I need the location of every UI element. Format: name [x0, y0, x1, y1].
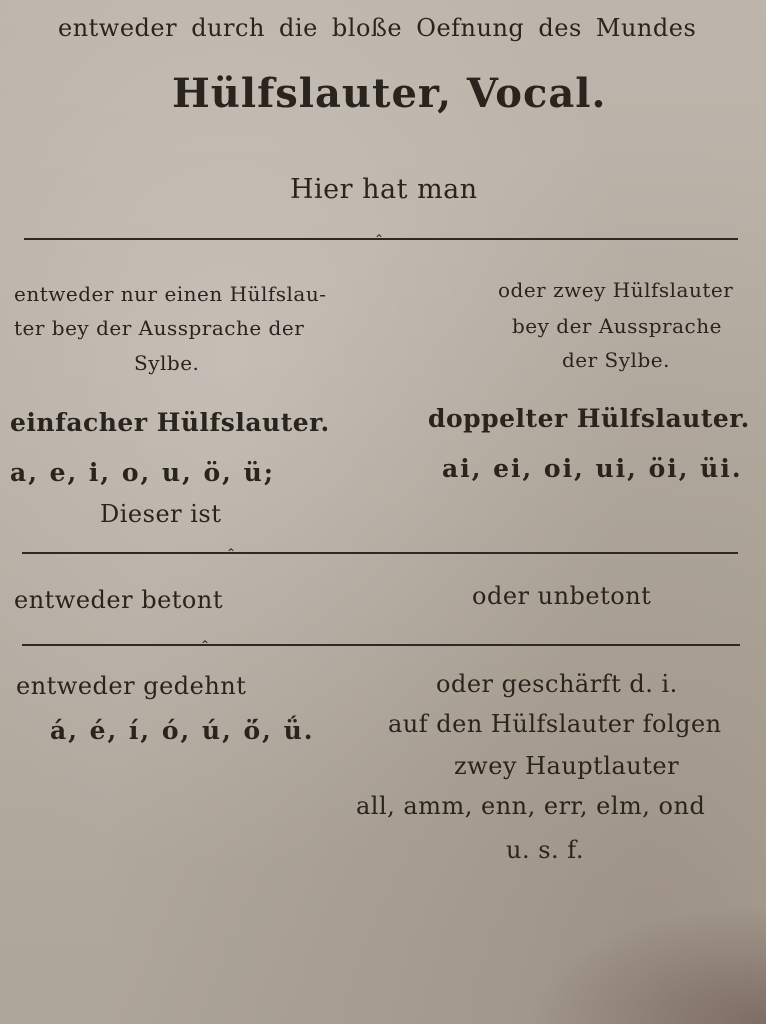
note-dieser-ist: Dieser ist: [100, 500, 222, 528]
rule-notch: ⌃: [200, 638, 211, 652]
sharpened-line4: all, amm, enn, err, elm, ond: [356, 792, 706, 820]
long-vowels: á, é, í, ó, ú, ö́, ǘ.: [50, 716, 315, 745]
simple-vowel-label: einfacher Hülfslauter.: [10, 408, 330, 437]
page-title: Hülfslauter, Vocal.: [172, 70, 607, 117]
divider-rule-1: [24, 232, 738, 246]
simple-vowels: a, e, i, o, u, ö, ü;: [10, 458, 275, 487]
page-subtitle: Hier hat man: [290, 174, 478, 205]
sharpened-line1: oder geschärft d. i.: [436, 670, 678, 698]
double-vowel-label: doppelter Hülfslauter.: [428, 404, 750, 433]
section1-left-line1: entweder nur einen Hülfslau-: [14, 282, 327, 306]
double-vowels: ai, ei, oi, ui, öi, üi.: [442, 454, 743, 483]
sharpened-line3: zwey Hauptlauter: [454, 752, 680, 780]
rule-notch: ⌃: [374, 232, 385, 246]
section1-right-line1: oder zwey Hülfslauter: [498, 278, 734, 302]
rule-notch: ⌃: [226, 546, 237, 560]
sharpened-line5: u. s. f.: [506, 836, 584, 864]
page-corner-shadow: [526, 904, 766, 1024]
stressed-label: entweder betont: [14, 586, 223, 614]
divider-rule-3: [22, 638, 740, 652]
section1-left-line3: Sylbe.: [134, 351, 200, 375]
section1-right-line3: der Sylbe.: [562, 348, 670, 372]
section1-left-line2: ter bey der Aussprache der: [14, 316, 305, 340]
running-header: entweder durch die bloße Oefnung des Mundes: [58, 14, 697, 42]
divider-rule-2: [22, 546, 738, 560]
unstressed-label: oder unbetont: [472, 582, 652, 610]
section1-right-line2: bey der Aussprache: [512, 314, 722, 338]
sharpened-line2: auf den Hülfslauter folgen: [388, 710, 722, 738]
long-vowel-label: entweder gedehnt: [16, 672, 247, 700]
